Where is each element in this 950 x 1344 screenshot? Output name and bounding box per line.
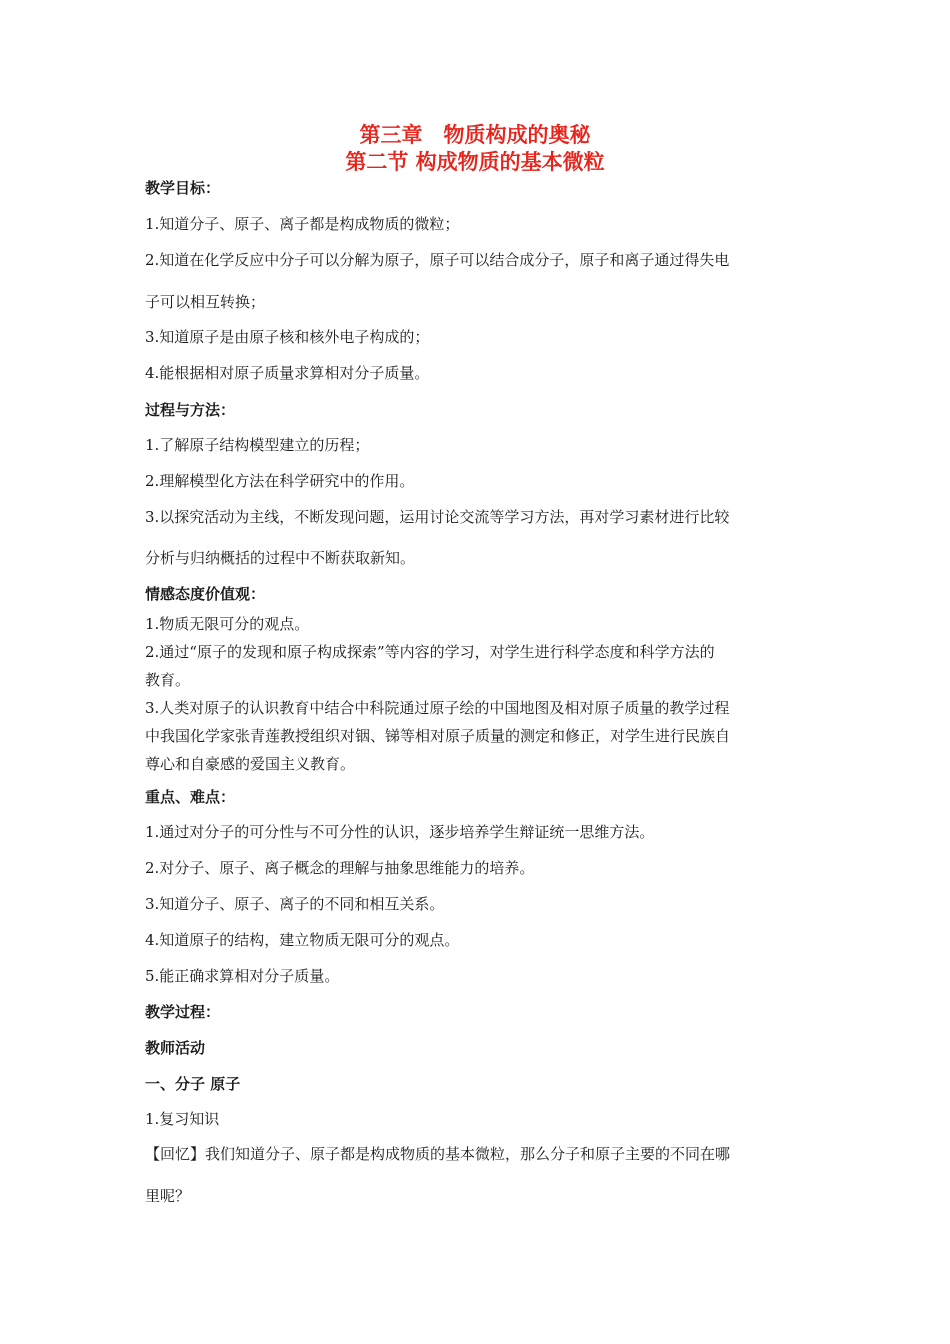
recall-line: 【回忆】我们知道分子、原子都是构成物质的基本微粒，那么分子和原子主要的不同在哪 — [145, 1145, 731, 1163]
section-title: 第二节 构成物质的基本微粒 — [345, 150, 605, 174]
process-method-line: 分析与归纳概括的过程中不断获取新知。 — [145, 549, 416, 567]
process-method-line: 1.了解原子结构模型建立的历程； — [145, 436, 370, 454]
attitude-line: 尊心和自豪感的爱国主义教育。 — [145, 755, 356, 773]
attitude-line: 2.通过“原子的发现和原子构成探索”等内容的学习，对学生进行科学态度和科学方法的 — [145, 643, 715, 661]
process-method-line: 2.理解模型化方法在科学研究中的作用。 — [145, 472, 415, 490]
key-points-line: 3.知道分子、原子、离子的不同和相互关系。 — [145, 895, 445, 913]
chapter-title: 第三章 物质构成的奥秘 — [359, 123, 591, 147]
attitude-line: 1.物质无限可分的观点。 — [145, 615, 310, 633]
attitude-line: 教育。 — [145, 671, 191, 689]
attitude-heading: 情感态度价值观： — [145, 585, 266, 603]
process-method-heading: 过程与方法： — [145, 401, 236, 419]
goals-heading: 教学目标： — [145, 179, 221, 197]
teaching-process-heading: 教学过程： — [145, 1003, 221, 1021]
key-points-line: 5.能正确求算相对分子质量。 — [145, 967, 340, 985]
key-points-line: 4.知道原子的结构，建立物质无限可分的观点。 — [145, 931, 460, 949]
goals-line: 1.知道分子、原子、离子都是构成物质的微粒； — [145, 215, 460, 233]
goals-line: 3.知道原子是由原子核和核外电子构成的； — [145, 328, 430, 346]
goals-line: 4.能根据相对原子质量求算相对分子质量。 — [145, 364, 430, 382]
key-points-heading: 重点、难点： — [145, 788, 236, 806]
attitude-line: 中我国化学家张青莲教授组织对铟、锑等相对原子质量的测定和修正，对学生进行民族自 — [145, 727, 731, 745]
key-points-line: 1.通过对分子的可分性与不可分性的认识，逐步培养学生辩证统一思维方法。 — [145, 823, 655, 841]
key-points-line: 2.对分子、原子、离子概念的理解与抽象思维能力的培养。 — [145, 859, 535, 877]
process-method-line: 3.以探究活动为主线，不断发现问题，运用讨论交流等学习方法，再对学习素材进行比较 — [145, 508, 730, 526]
part-heading: 一、分子 原子 — [145, 1075, 241, 1093]
teacher-activity-heading: 教师活动 — [145, 1039, 206, 1057]
recall-line: 里呢？ — [145, 1187, 191, 1205]
review-line: 1.复习知识 — [145, 1110, 220, 1128]
attitude-line: 3.人类对原子的认识教育中结合中科院通过原子绘的中国地图及相对原子质量的教学过程 — [145, 699, 730, 717]
goals-line: 2.知道在化学反应中分子可以分解为原子，原子可以结合成分子，原子和离子通过得失电 — [145, 251, 730, 269]
goals-line: 子可以相互转换； — [145, 293, 266, 311]
